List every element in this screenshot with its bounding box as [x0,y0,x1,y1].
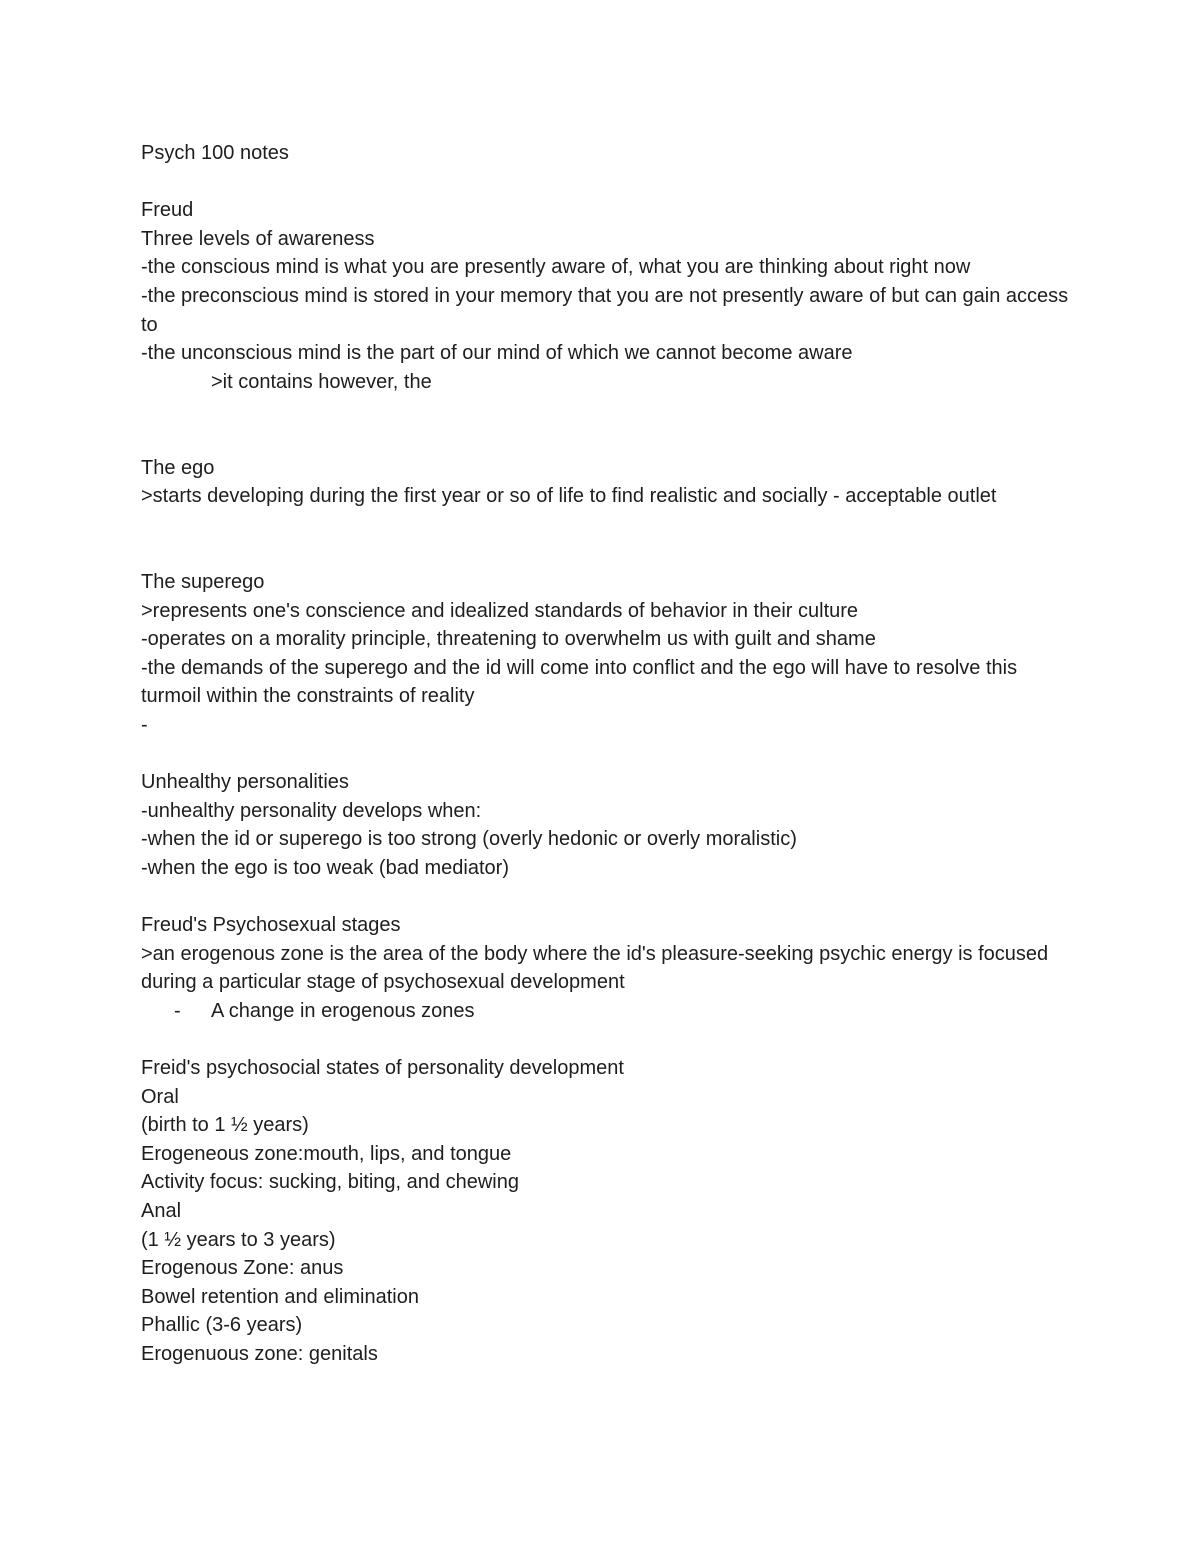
note-line: -when the ego is too weak (bad mediator) [141,856,509,879]
spacer [141,511,1071,568]
spacer [141,1025,1071,1054]
note-line: >represents one's conscience and idealized standards of behavior in their culture [141,599,859,622]
section-heading-ego: The ego [141,456,215,479]
note-line: -the demands of the superego and the id will come into conflict and the ego will have to resolve this turmoil within the constraints of reality [141,656,1023,708]
section-heading-psychosexual: Freud's Psychosexual stages [141,914,401,937]
note-line: Bowel retention and elimination [141,1285,419,1308]
section-heading-unhealthy: Unhealthy personalities [141,771,349,794]
bullet-text: A change in erogenous zones [211,999,475,1022]
note-line: -when the id or superego is too strong (overly hedonic or overly moralistic) [141,828,797,851]
note-line: Oral [141,1085,179,1108]
note-line: Erogenous Zone: anus [141,1257,344,1280]
note-line: - [141,713,148,736]
spacer [141,396,1071,453]
note-line: -the preconscious mind is stored in your memory that you are not presently aware of but can gain access to [141,284,1074,336]
section-subheading-awareness: Three levels of awareness [141,227,375,250]
bullet-list-item [141,997,1071,1026]
spacer [141,739,1071,768]
section-heading-stages: Freid's psychosocial states of personality development [141,1057,624,1079]
bullet-marker: - [174,999,181,1022]
note-line: -the unconscious mind is the part of our mind of which we cannot become aware [141,342,853,365]
indented-note-line: >it contains however, the [211,370,432,393]
section-heading-superego: The superego [141,570,265,593]
note-line: (birth to 1 ½ years) [141,1114,309,1137]
note-line: -the conscious mind is what you are presently aware of, what you are thinking about right now [141,256,971,279]
note-line: Erogeneous zone:mouth, lips, and tongue [141,1142,512,1165]
document-page [141,139,1074,1369]
spacer [141,882,1071,911]
note-line: Anal [141,1199,182,1222]
note-line: (1 ½ years to 3 years) [141,1228,336,1251]
note-line: -unhealthy personality develops when: [141,799,482,822]
spacer [141,168,1071,197]
note-line: >an erogenous zone is the area of the body where the id's pleasure-seeking psychic energy is focused during a particular stage of psychosexual development [141,942,1054,994]
section-heading-freud: Freud [141,199,194,222]
note-line: Activity focus: sucking, biting, and chewing [141,1171,519,1194]
document-title: Psych 100 notes [141,142,289,164]
note-line: -operates on a morality principle, threatening to overwhelm us with guilt and shame [141,628,876,651]
note-line: Erogenuous zone: genitals [141,1342,378,1365]
note-line: Phallic (3-6 years) [141,1314,303,1337]
note-line: >starts developing during the first year or so of life to find realistic and socially - acceptable outlet [141,485,997,508]
